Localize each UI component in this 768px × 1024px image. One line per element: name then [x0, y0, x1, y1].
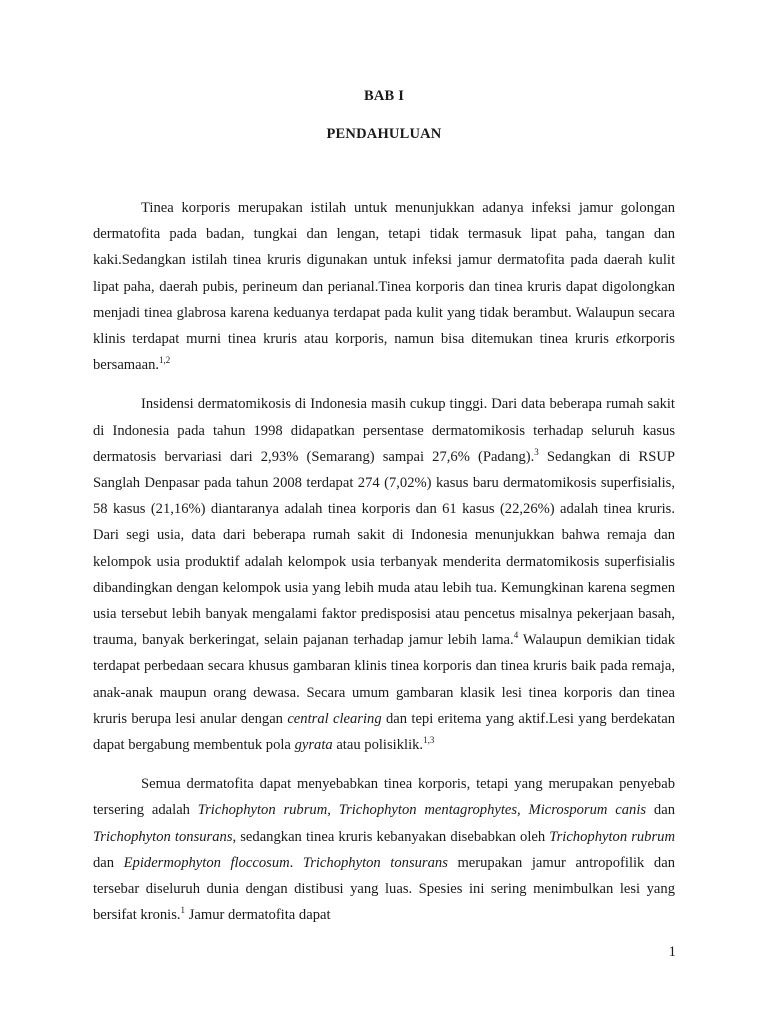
text-run: Sedangkan di RSUP Sanglah Denpasar pada tahun 2008 terdapat 274 (7,02%) kasus baru dermatomikosis superfisialis, 58 kasus (21,16%) diantaranya adalah tinea korporis dan 61 kasus (22,26%) adalah tinea kruris. Dari segi usia, data dari beberapa rumah sakit di Indonesia menunjukkan bahwa remaja dan kelompok usia produktif adalah kelompok usia terbanyak menderita dermatomikosis superfisialis dibandingkan dengan kelompok usia yang lebih muda atau lebih tua. Kemungkinan karena segmen usia tersebut lebih banyak mengalami faktor predisposisi atau pencetus misalnya pekerjaan basah, trauma, banyak berkeringat, selain pajanan terhadap jamur lebih lama. [93, 448, 675, 649]
italic-text: gyrata [294, 737, 333, 754]
italic-text: Trichophyton rubrum [549, 828, 675, 845]
italic-text: Epidermophyton floccosum [123, 854, 290, 871]
text-run: Insidensi dermatomikosis di Indonesia masih cukup tinggi. Dari data beberapa rumah sakit di Indonesia pada tahun 1998 didapatkan persentase dermatomikosis terhadap seluruh kasus dermatosis bervariasi dari 2,93% (Semarang) sampai 27,6% (Padang). [93, 396, 675, 465]
text-run: , sedangkan tinea kruris kebanyakan disebabkan oleh [232, 828, 550, 845]
citation-superscript: 3 [534, 446, 539, 457]
text-run: dan [93, 854, 124, 871]
chapter-title: PENDAHULUAN [326, 126, 442, 142]
italic-text: et [615, 331, 627, 348]
text-run: Jamur dermatofita dapat [185, 907, 331, 924]
page-number: 1 [668, 944, 676, 960]
italic-text: Trichophyton rubrum, Trichophyton mentagrophytes, Microsporum canis [197, 802, 647, 819]
citation-superscript: 1,2 [159, 355, 171, 366]
paragraph [93, 771, 675, 928]
text-run: merupakan jamur antropofilik dan tersebar diseluruh dunia dengan distibusi yang luas. Spesies ini sering menimbulkan lesi yang bersifat kronis. [93, 854, 675, 924]
italic-text: Trichophyton tonsurans [93, 828, 233, 845]
text-run: dan [646, 802, 675, 819]
chapter-heading: BAB I [363, 88, 405, 104]
text-run: korporis bersamaan. [93, 331, 675, 374]
text-run: Walaupun demikian tidak terdapat perbedaan secara khusus gambaran klinis tinea korporis dan tinea kruris baik pada remaja, anak-anak maupun orang dewasa. Secara umum gambaran klasik lesi tinea korporis dan tinea kruris berupa lesi anular dengan [93, 632, 675, 727]
text-run: Tinea korporis merupakan istilah untuk menunjukkan adanya infeksi jamur golongan dermatofita pada badan, tungkai dan lengan, tetapi tidak termasuk lipat paha, tangan dan kaki.Sedangkan istilah tinea kruris digunakan untuk infeksi jamur dermatofita pada daerah kulit lipat paha, daerah pubis, perineum dan perianal.Tinea korporis dan tinea kruris dapat digolongkan menjadi tinea glabrosa karena keduanya terdapat pada kulit yang tidak berambut. Walaupun secara klinis terdapat murni tinea kruris atau korporis, namun bisa ditemukan tinea kruris [93, 200, 675, 348]
italic-text: central clearing [287, 710, 382, 727]
citation-superscript: 1 [180, 905, 186, 916]
text-run: atau polisiklik. [332, 737, 424, 754]
paragraph [93, 195, 675, 378]
text-run: Semua dermatofita dapat menyebabkan tinea korporis, tetapi yang merupakan penyebab tersering adalah [93, 776, 675, 819]
citation-superscript: 1,3 [423, 735, 435, 746]
paragraph [93, 391, 675, 758]
citation-superscript: 4 [513, 630, 519, 641]
body-text [93, 195, 675, 928]
italic-text: Trichophyton tonsurans [302, 854, 448, 871]
text-run: dan tepi eritema yang aktif.Lesi yang berdekatan dapat bergabung membentuk pola [93, 710, 675, 754]
text-run: . [289, 854, 303, 871]
